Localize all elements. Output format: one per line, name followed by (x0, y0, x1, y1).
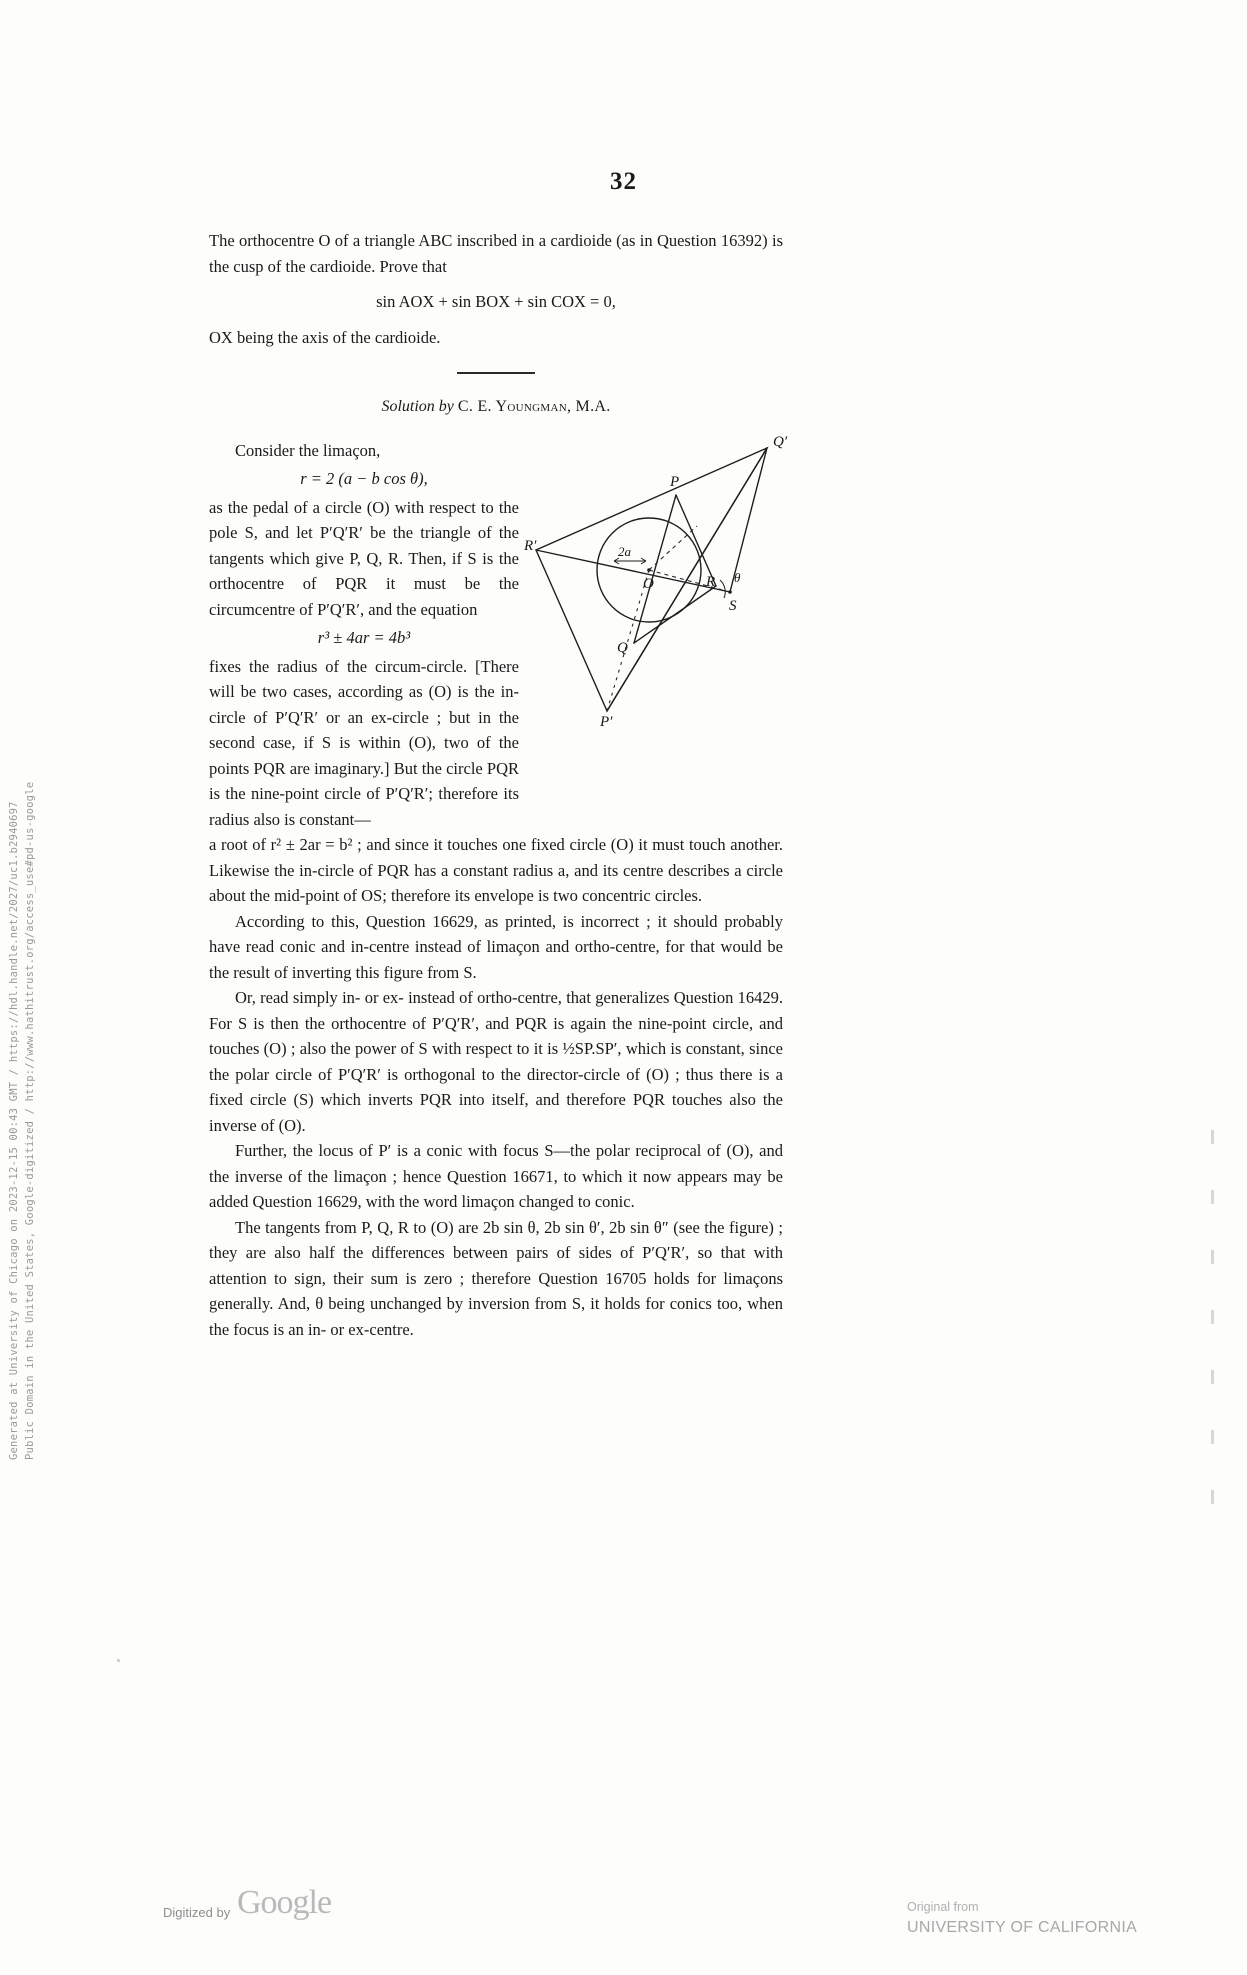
paragraph-locus: Further, the locus of P′ is a conic with focus S—the polar reciprocal of (O), and the inverse of the limaçon ; hence Question 16671, to which it now appears may be added Question 16629, with the word limaçon changed to conic. (209, 1141, 783, 1211)
section-divider (457, 372, 535, 374)
wrapped-text-block (209, 438, 519, 833)
page-number: 32 (610, 168, 637, 195)
point-S (728, 590, 732, 594)
byline-prefix: Solution by (381, 398, 454, 415)
point-O (647, 568, 651, 572)
label-q-prime: Q′ (773, 434, 788, 450)
scan-provenance-stamp (6, 760, 38, 1460)
digitized-by-label: Digitized by (163, 1905, 231, 1920)
label-r: R (706, 574, 716, 590)
solution-byline (209, 394, 783, 420)
line-q-r (634, 586, 716, 643)
figure-drawing (524, 430, 834, 750)
label-theta: θ (734, 570, 741, 585)
equation-radius: r³ ± 4ar = 4b³ (317, 628, 411, 647)
geometric-figure (524, 430, 834, 750)
paragraph-question-16429: Or, read simply in- or ex- instead of ortho-centre, that generalizes Question 16429. For S is then the orthocentre of P′Q′R′, and PQR is again the nine-point circle, and touches (O) ; also the power of S with respect to it is ½SP.SP′, which is constant, since the polar circle of P′Q′R′ is orthogonal to the director-circle of (O) ; thus there is a fixed circle (S) which inverts PQR into itself, and therefore PQR touches also the inverse of (O). (209, 988, 783, 1135)
scan-speck (117, 1659, 120, 1662)
paragraph-tangents: The tangents from P, Q, R to (O) are 2b sin θ, 2b sin θ′, 2b sin θ″ (see the figure) ; they are also half the differences between pairs of sides of P′Q′R′, so that with attention to sign, their sum is zero ; therefore Question 16705 holds for limaçons generally. And, θ being unchanged by inversion from S, it holds for conics too, when the focus is an in- or ex-centre. (209, 1217, 783, 1339)
intro-equation: sin AOX + sin BOX + sin COX = 0, (376, 292, 616, 311)
google-logo: Google (237, 1884, 332, 1921)
label-p: P (670, 474, 680, 490)
label-o: O (643, 576, 654, 592)
label-p-prime: P′ (600, 714, 613, 730)
paragraph-pedal: as the pedal of a circle (O) with respect to the pole S, and let P′Q′R′ be the triangle of the tangents which give P, Q, R. Then, if S is the orthocentre of PQR it must be the circumcentre of P′Q′R′, and the equation (209, 497, 519, 619)
university-label: UNIVERSITY OF CALIFORNIA (907, 1919, 1138, 1936)
label-s: S (729, 598, 737, 614)
line-p-q (634, 495, 676, 643)
intro-paragraph: The orthocentre O of a triangle ABC inscribed in a cardioide (as in Question 16392) is the cusp of the cardioide. Prove that (209, 231, 783, 276)
scan-provenance-line-1: Generated at University of Chicago on 2023-12-15 00:43 GMT / https://hdl.handle.net/2027/uc1.b2940697 (8, 801, 20, 1460)
label-q: Q (617, 640, 628, 656)
paragraph-root: a root of r² ± 2ar = b² ; and since it touches one fixed circle (O) it must touch another. Likewise the in-circle of PQR has a constant radius a, and its centre describes a circle about the mid-point of OS; therefore its envelope is two concentric circles. (209, 835, 783, 905)
paragraph-question-16629: According to this, Question 16629, as printed, is incorrect ; it should probably have read conic and in-centre instead of limaçon and ortho-centre, for that would be the result of inverting this figure from S. (209, 911, 783, 982)
label-r-prime: R′ (524, 538, 537, 554)
paragraph-cases: fixes the radius of the circum-circle. [There will be two cases, according as (O) is the in-circle of P′Q′R′ or an ex-circle ; but in the second case, if S is within (O), two of the points PQR are imaginary.] But the circle PQR is the nine-point circle of P′Q′R′; therefore its radius also is constant— (209, 656, 519, 829)
line-qprime-pprime (607, 448, 767, 711)
scan-edge-artifacts (1211, 1130, 1215, 1610)
source-attribution (907, 1900, 1137, 1937)
scan-provenance-line-2: Public Domain in the United States, Google-digitized / http://www.hathitrust.org/access_use#pd-us-google (24, 781, 36, 1460)
equation-limacon: r = 2 (a − b cos θ), (300, 469, 428, 488)
label-2a: 2a (618, 544, 631, 559)
byline-author: C. E. Youngman, M.A. (457, 398, 611, 415)
full-width-text-block (209, 832, 783, 1342)
intro-tail: OX being the axis of the cardioide. (209, 327, 441, 347)
paragraph-consider: Consider the limaçon, (235, 440, 381, 460)
text-column (209, 228, 783, 1342)
original-from-label: Original from (907, 1900, 979, 1914)
dashed-o-perp (649, 526, 697, 570)
